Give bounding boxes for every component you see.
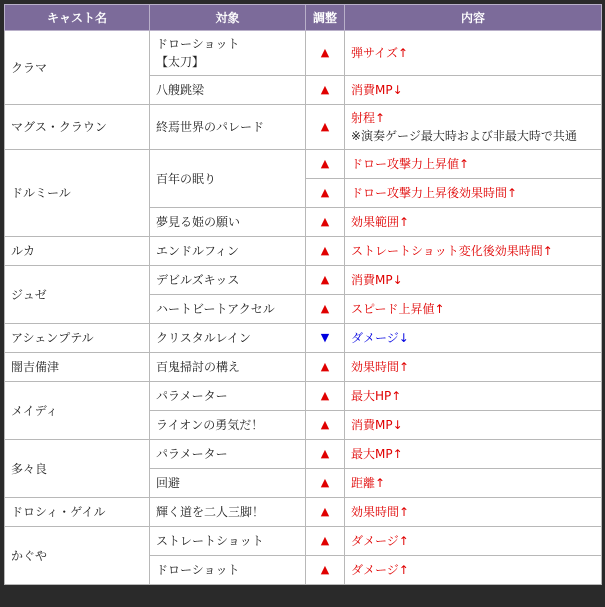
content-cell: スピード上昇値↑ (345, 295, 602, 324)
cast-name: 多々良 (5, 440, 150, 498)
up-mark-icon: ▲ (306, 556, 345, 585)
up-mark-icon: ▲ (306, 469, 345, 498)
table-row (5, 324, 602, 353)
cast-name: クラマ (5, 31, 150, 105)
up-mark-icon: ▲ (306, 411, 345, 440)
content-cell: 最大HP↑ (345, 382, 602, 411)
content-cell: 消費MP↓ (345, 266, 602, 295)
up-mark-icon: ▲ (306, 208, 345, 237)
header-cast: キャスト名 (5, 5, 150, 31)
content-cell: 効果範囲↑ (345, 208, 602, 237)
target-cell: 八艘跳梁 (150, 76, 306, 105)
content-cell: ダメージ↑ (345, 556, 602, 585)
up-mark-icon: ▲ (306, 527, 345, 556)
target-cell: 百年の眠り (150, 150, 306, 208)
table-header-row (5, 5, 602, 31)
table-row (5, 31, 602, 76)
target-cell: 輝く道を二人三脚！ (150, 498, 306, 527)
content-line: 射程↑ (351, 111, 386, 125)
content-cell: ダメージ↑ (345, 527, 602, 556)
down-mark-icon: ▼ (306, 324, 345, 353)
up-mark-icon: ▲ (306, 353, 345, 382)
up-mark-icon: ▲ (306, 105, 345, 150)
table-container (4, 4, 601, 585)
cast-name: ドルミール (5, 150, 150, 237)
cast-name: ルカ (5, 237, 150, 266)
up-mark-icon: ▲ (306, 382, 345, 411)
cast-name: 闇吉備津 (5, 353, 150, 382)
cast-name: ドロシィ・ゲイル (5, 498, 150, 527)
table-row (5, 353, 602, 382)
cast-name: ジュゼ (5, 266, 150, 324)
cast-name: アシェンプテル (5, 324, 150, 353)
target-cell: ライオンの勇気だ！ (150, 411, 306, 440)
content-cell: 距離↑ (345, 469, 602, 498)
header-target: 対象 (150, 5, 306, 31)
content-cell: 効果時間↑ (345, 498, 602, 527)
header-adjust: 調整 (306, 5, 345, 31)
table-row (5, 498, 602, 527)
target-cell: パラメーター (150, 440, 306, 469)
content-cell: ドロー攻撃力上昇後効果時間↑ (345, 179, 602, 208)
content-cell: 最大MP↑ (345, 440, 602, 469)
content-cell: 効果時間↑ (345, 353, 602, 382)
target-line: ドローショット (156, 37, 240, 51)
up-mark-icon: ▲ (306, 150, 345, 179)
content-cell: ストレートショット変化後効果時間↑ (345, 237, 602, 266)
content-note: ※演奏ゲージ最大時および非最大時で共通 (351, 129, 577, 143)
content-cell: ダメージ↓ (345, 324, 602, 353)
table-row (5, 150, 602, 179)
target-cell: デビルズキッス (150, 266, 306, 295)
target-cell: パラメーター (150, 382, 306, 411)
content-cell (345, 105, 602, 150)
table-row (5, 266, 602, 295)
content-cell: 消費MP↓ (345, 411, 602, 440)
target-cell: ストレートショット (150, 527, 306, 556)
cast-name: メイディ (5, 382, 150, 440)
table-row (5, 440, 602, 469)
target-cell: エンドルフィン (150, 237, 306, 266)
target-cell: 夢見る姫の願い (150, 208, 306, 237)
header-content: 内容 (345, 5, 602, 31)
target-cell (150, 31, 306, 76)
table-row (5, 105, 602, 150)
up-mark-icon: ▲ (306, 237, 345, 266)
table-row (5, 237, 602, 266)
up-mark-icon: ▲ (306, 295, 345, 324)
target-cell: 百鬼掃討の構え (150, 353, 306, 382)
table-row (5, 382, 602, 411)
up-mark-icon: ▲ (306, 498, 345, 527)
adjustment-table (4, 4, 602, 585)
cast-name: マグス・クラウン (5, 105, 150, 150)
target-cell: 回避 (150, 469, 306, 498)
cast-name: かぐや (5, 527, 150, 585)
up-mark-icon: ▲ (306, 266, 345, 295)
target-cell: ドローショット (150, 556, 306, 585)
target-line: 【太刀】 (156, 55, 205, 69)
up-mark-icon: ▲ (306, 31, 345, 76)
content-cell: 弾サイズ↑ (345, 31, 602, 76)
table-row (5, 527, 602, 556)
up-mark-icon: ▲ (306, 179, 345, 208)
target-cell: 終焉世界のパレード (150, 105, 306, 150)
target-cell: クリスタルレイン (150, 324, 306, 353)
target-cell: ハートビートアクセル (150, 295, 306, 324)
content-cell: 消費MP↓ (345, 76, 602, 105)
up-mark-icon: ▲ (306, 440, 345, 469)
content-cell: ドロー攻撃力上昇値↑ (345, 150, 602, 179)
up-mark-icon: ▲ (306, 76, 345, 105)
